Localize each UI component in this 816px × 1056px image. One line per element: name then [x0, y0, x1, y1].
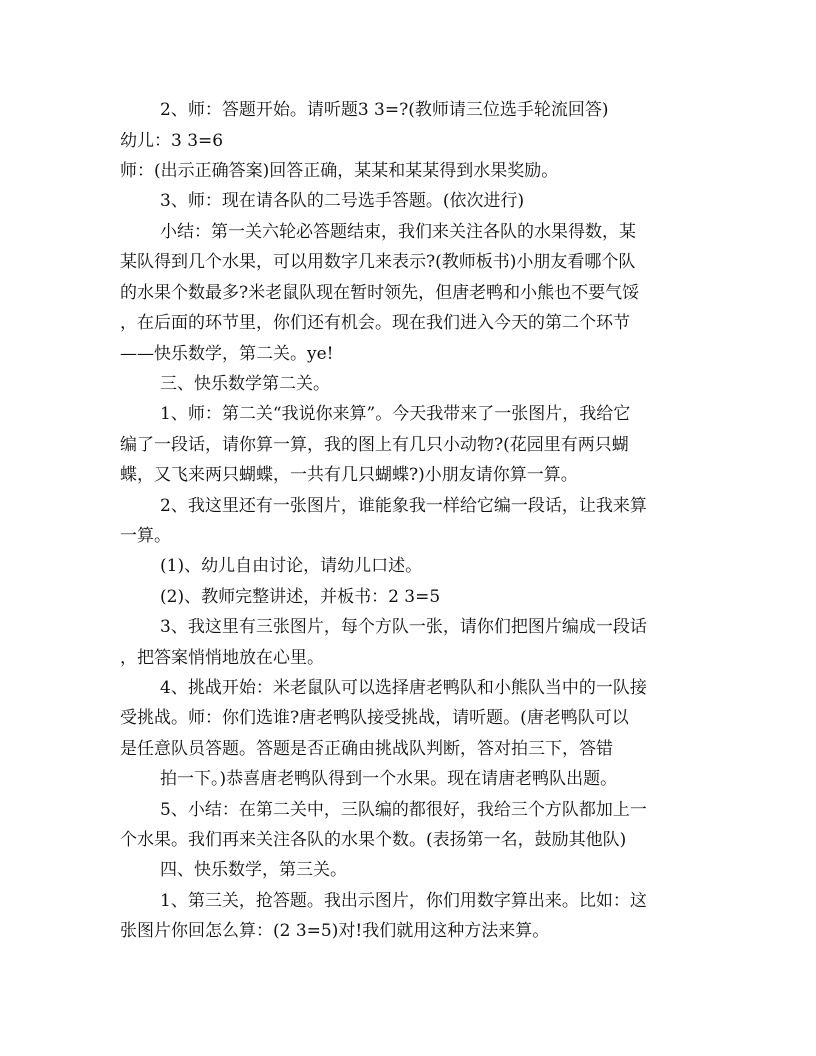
paragraph-line-13: 蝶，又飞来两只蝴蝶，一共有几只蝴蝶?)小朋友请你算一算。: [120, 465, 578, 485]
paragraph-line-12: 编了一段话，请你算一算，我的图上有几只小动物?(花园里有两只蝴: [120, 435, 629, 455]
paragraph-line-14: 2、我这里还有一张图片，谁能象我一样给它编一段话，让我来算: [160, 496, 647, 516]
paragraph-line-21: 受挑战。师：你们选谁?唐老鸭队接受挑战，请听题。(唐老鸭队可以: [120, 708, 629, 728]
paragraph-line-22: 是任意队员答题。答题是否正确由挑战队判断，答对拍三下，答错: [120, 739, 613, 759]
paragraph-line-15: 一算。: [120, 526, 171, 546]
paragraph-line-9: ——快乐数学，第二关。ye!: [120, 344, 334, 364]
paragraph-line-18: 3、我这里有三张图片，每个方队一张，请你们把图片编成一段话: [160, 617, 647, 637]
paragraph-line-17: (2)、教师完整讲述，并板书：2 3=5: [160, 587, 441, 607]
paragraph-line-4: 3、师：现在请各队的二号选手答题。(依次进行): [160, 191, 525, 211]
paragraph-line-8: ，在后面的环节里，你们还有机会。现在我们进入今天的第二个环节: [120, 313, 630, 333]
paragraph-line-20: 4、挑战开始：米老鼠队可以选择唐老鸭队和小熊队当中的一队接: [160, 678, 647, 698]
paragraph-line-7: 的水果个数最多?米老鼠队现在暂时领先，但唐老鸭和小熊也不要气馁: [120, 283, 640, 303]
paragraph-line-6: 某队得到几个水果，可以用数字几来表示?(教师板书)小朋友看哪个队: [120, 252, 636, 272]
paragraph-line-11: 1、师：第二关“我说你来算”。今天我带来了一张图片，我给它: [160, 404, 631, 424]
paragraph-line-25: 个水果。我们再来关注各队的水果个数。(表扬第一名，鼓励其他队): [120, 830, 627, 850]
paragraph-line-19: ，把答案悄悄地放在心里。: [120, 648, 324, 668]
paragraph-line-5: 小结：第一关六轮必答题结束，我们来关注各队的水果得数，某: [160, 222, 636, 242]
section-heading-4: 四、快乐数学，第三关。: [160, 860, 347, 880]
paragraph-line-24: 5、小结：在第二关中，三队编的都很好，我给三个方队都加上一: [160, 800, 647, 820]
paragraph-line-16: (1)、幼儿自由讨论，请幼儿口述。: [160, 556, 423, 576]
section-heading-3: 三、快乐数学第二关。: [160, 374, 330, 394]
paragraph-line-1: 2、师：答题开始。请听题3 3=?(教师请三位选手轮流回答): [160, 100, 609, 120]
paragraph-line-3: 师：(出示正确答案)回答正确，某某和某某得到水果奖励。: [120, 161, 559, 181]
paragraph-line-2: 幼儿：3 3=6: [120, 131, 224, 151]
paragraph-line-27: 1、第三关，抢答题。我出示图片，你们用数字算出来。比如：这: [160, 891, 647, 911]
paragraph-line-23: 拍一下。)恭喜唐老鸭队得到一个水果。现在请唐老鸭队出题。: [160, 769, 618, 789]
paragraph-line-28: 张图片你回怎么算：(2 3=5)对!我们就用这种方法来算。: [120, 921, 550, 941]
